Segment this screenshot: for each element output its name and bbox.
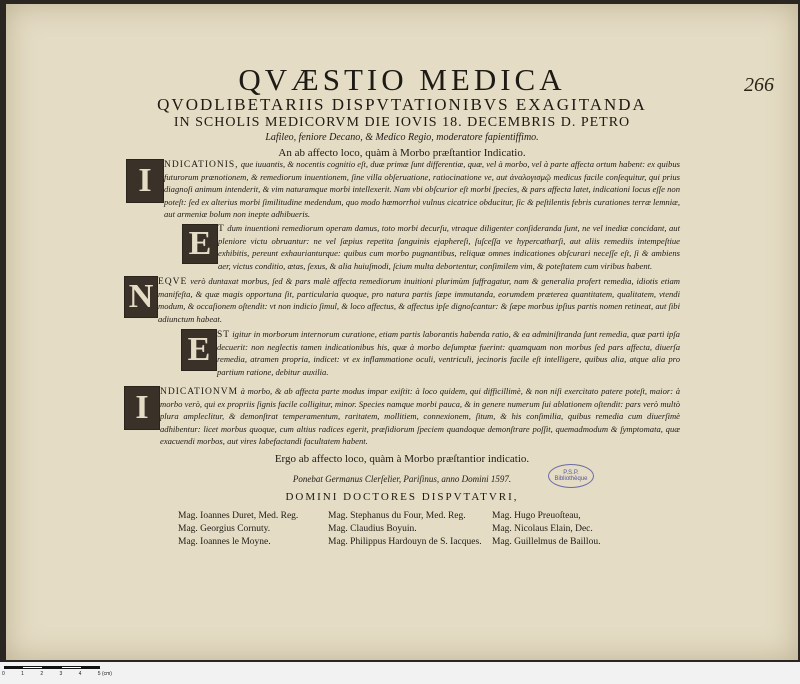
paragraph-lead: EQVE xyxy=(158,277,188,287)
scale-label: 1 xyxy=(21,671,24,677)
doctors-heading: DOMINI DOCTORES DISPVTATVRI, xyxy=(285,491,519,503)
scale-label: 3 xyxy=(59,671,63,677)
drop-cap-initial: I xyxy=(126,159,164,203)
paragraph xyxy=(218,222,680,272)
paragraph-text: que iuuantis, & nocentis cognitio eſt, duæ primæ ſunt differentiæ, quæ, vel à morbo, vel à parte affecta ortum habent: ex quibus futurorum prænotionem, & remediorum inuentionem, ſine villa obſeruatione, ratiocinatione ve, aut ἀναλογισμῷ medicus facile conſequitur, qui prius diagnoſi animum intenderit, & vim naturamque morbi intellexerit. Nam vbi obſcurior eſt morbi ſpecies, & pars affecta latet, indicationi locus eſſe non poteſt: ſed ex alterius morbi ſimilitudine medendum, quo modo hæmorrhoi vulnus cicatrice obducitur, ſic & peſtilentis febris curationes terræ lemniæ, aut armeniæ bolum non inepte adhibueris. xyxy=(164,159,680,219)
doctor-name: Mag. Guillelmus de Baillou. xyxy=(492,537,601,547)
paragraph-text: igitur in morborum internorum curatione, etiam partis laborantis habenda ratio, & ea adminiſtranda ſunt remedia, quæ parti ipſa decuerit: non neglectis tamen indicationibus his, quæ à morbo deſumptæ fuerint: quamquam non morbus ſed pars affecta, diuerſa remedia, atramen propria, indicet: vt ex inflammatione oculi, ventriculi, jecinoris facile eſt intelligere, quibus alia, atque alia pro partium ratione, debitur auxilia. xyxy=(217,329,680,377)
doctors-column xyxy=(178,510,298,549)
doctor-name: Mag. Ioannes le Moyne. xyxy=(178,537,271,547)
paragraph-text: à morbo, & ab affecta parte modus impar exiſtit: à loco quidem, qui difficillimè, & non niſi exercitato patere poteſt, maior: à morbo verò, qui ex propriis ſignis facile colligitur, minor. Species namque morbi pauca, & in genere numerum ſui ablationem oſtendit: pars verò multò plura ampleclitur, & demonſtrat temperamentum, raritatem, mollitiem, connexionem, ſitum, & his conſimilia, quibus remedia cum diuerſimè adhibentur: licet morbus quoque, cum altius radices egerit, præſidiorum ſpeciem quandoque demonſtrare poſſit, quemadmodum & ſymptomata, quæ exacuendi morbos, aut vires labefactandi facultatem habent. xyxy=(160,386,680,446)
paragraph-lead: ST xyxy=(217,330,231,340)
drop-cap-initial: E xyxy=(181,329,217,371)
paragraph xyxy=(164,158,680,220)
scale-labels xyxy=(2,671,112,677)
doctors-column xyxy=(492,510,600,549)
scale-label: 5 (cm) xyxy=(97,671,112,677)
drop-cap-initial: N xyxy=(124,276,158,318)
scale-label: 4 xyxy=(78,671,82,677)
doctor-name: Mag. Nicolaus Elain, Dec. xyxy=(492,524,593,534)
doctor-name: Mag. Ioannes Duret, Med. Reg. xyxy=(178,511,299,521)
drop-cap-initial: E xyxy=(182,224,218,264)
doctor-name: Mag. Philippus Hardouyn de S. Iacques. xyxy=(328,537,482,547)
page-title: QVÆSTIO MEDICA xyxy=(238,62,566,97)
paragraph-text: dum inuentioni remediorum operam damus, toto morbi decurſu, vtraque diligenter conſideranda ſunt, ne vel inediæ concidant, aut pleniore victu obruantur: ne vel ſæpius repetita ſanguinis ejaphereſi, ſuſceſſa ve hypercatharſi, aut aliis remediis intempeſtiue exhibitis, pereunt exhaurianturque: quibus cum morbo pugnantibus, reliquæ omnes indicationes obſcurari neceſſe eſt, ſi & ambiens aer, victus conditio, ætas, ſexus, & alia huiuſmodi, ſcium multa debortentur, conſimilem vim, & poteſtatem cum viribus habent. xyxy=(218,223,680,271)
drop-cap-initial: I xyxy=(124,386,160,430)
paragraph-lead: NDICATIONVM xyxy=(160,387,239,397)
paragraph-text: verò duntaxat morbus, ſed & pars malè affecta remediorum inuitioni plurimùm ſuffragatur, nam & generalia profert remedia, idiotis etiam manifeſta, & quæ magis opportuna ſit, particularia quoque, pro natura partis ſæpe immutanda, eorumdem præterea quantitatem, qualitatem, vtendi modum, & occaſionem oſtendit: vt non indicio ſimul, & loco affectus, & affectus ipſe dignoſcantur: & ſæpe morbus ipſius partis nomen retineat, aut ſibi adiunctum habeat. xyxy=(158,276,680,324)
paragraph-lead: T xyxy=(218,224,225,234)
stamp-line: P.S.P. xyxy=(563,470,579,476)
scale-label: 0 xyxy=(2,671,5,677)
title-line-4: Lafileo, feniore Decano, & Medico Regio, moderatore fapientiffimo. xyxy=(265,132,539,143)
scale-bar xyxy=(4,666,100,669)
doctor-name: Mag. Claudius Boyuin. xyxy=(328,524,417,534)
folio-number: 266 xyxy=(744,74,774,96)
ponebat-line: Ponebat Germanus Clerſelier, Pariſinus, anno Domini 1597. xyxy=(292,474,512,484)
doctor-name: Mag. Hugo Preuoſteau, xyxy=(492,511,581,521)
manuscript-page xyxy=(6,4,798,660)
doctors-column xyxy=(328,510,482,549)
scale-label: 2 xyxy=(40,671,44,677)
question-heading: An ab affecto loco, quàm à Morbo præſtantior Indicatio. xyxy=(278,147,526,159)
measurement-scale xyxy=(0,662,800,684)
stamp-line: Bibliothèque xyxy=(554,476,588,482)
paragraph xyxy=(158,275,680,325)
title-line-3: IN SCHOLIS MEDICORVM DIE IOVIS 18. DECEMBRIS D. PETRO xyxy=(173,115,631,130)
paragraph xyxy=(160,385,680,447)
conclusion: Ergo ab affecto loco, quàm à Morbo præſtantior indicatio. xyxy=(274,453,530,465)
doctor-name: Mag. Georgius Cornuty. xyxy=(178,524,271,534)
paragraph xyxy=(217,328,680,378)
doctor-name: Mag. Stephanus du Four, Med. Reg. xyxy=(328,511,466,521)
title-line-2: QVODLIBETARIIS DISPVTATIONIBVS EXAGITANDA xyxy=(157,95,647,114)
paragraph-lead: NDICATIONIS, xyxy=(164,160,239,170)
library-stamp xyxy=(548,464,594,488)
